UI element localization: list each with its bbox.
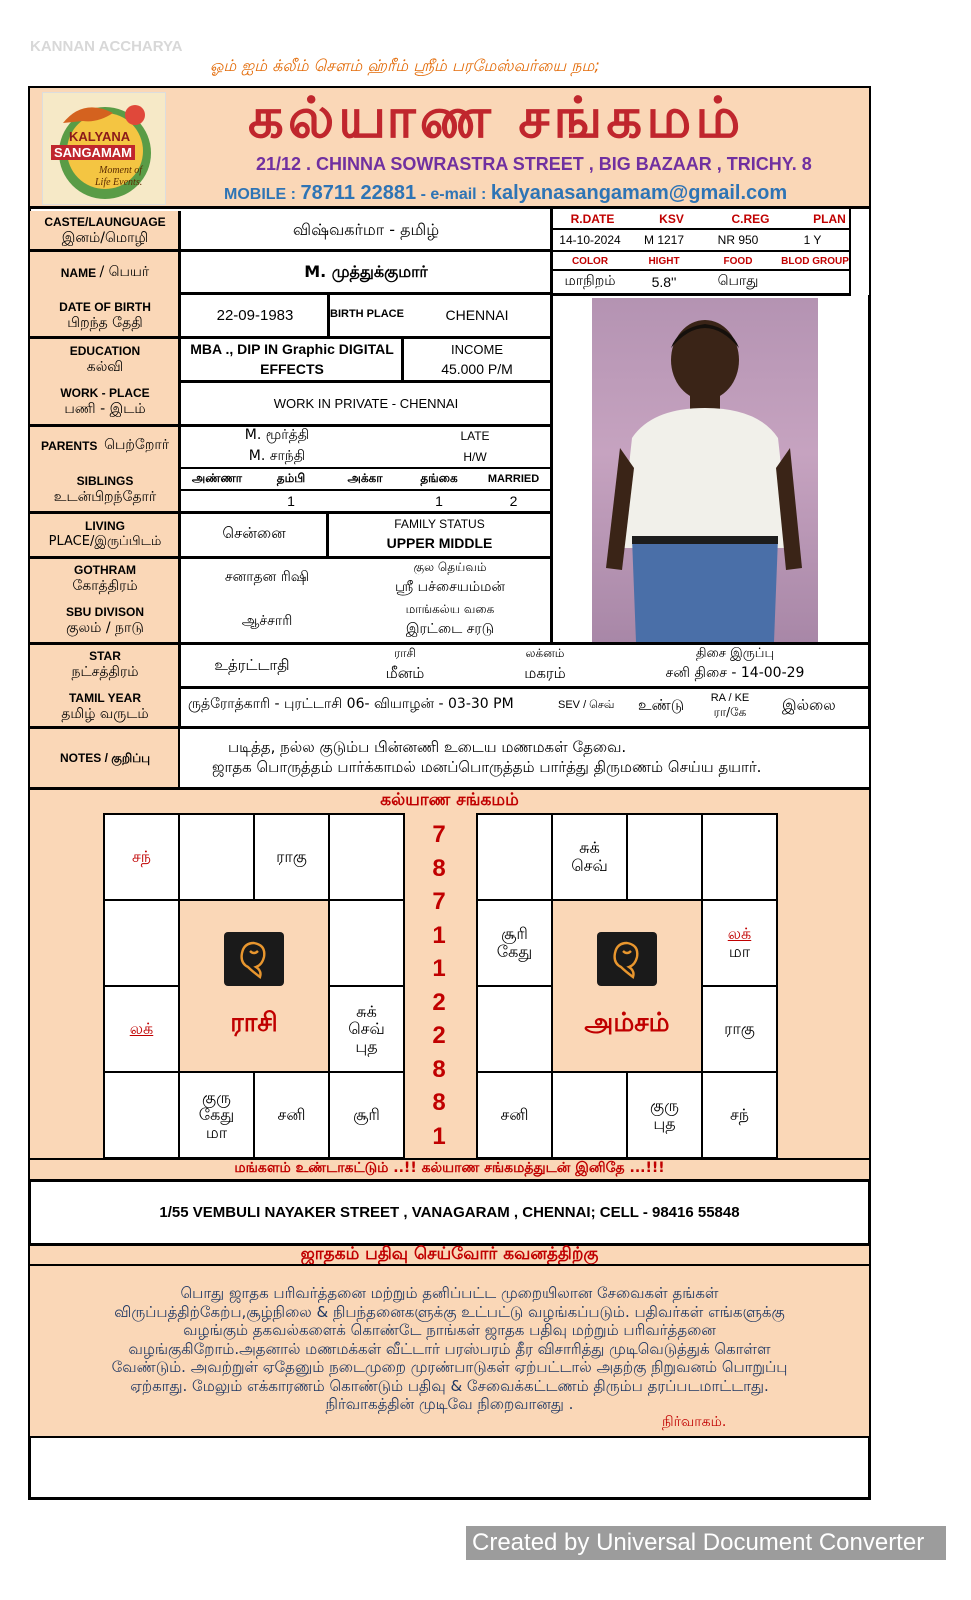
amsam-cell: சூரி கேது [477,900,552,986]
reg-value2: பொது [717,273,759,289]
father-status: LATE [460,429,490,443]
amsam-cell: சனி [477,1072,552,1158]
amsam-cell [477,814,552,900]
email-link[interactable]: kalyanasangamam@gmail.com [490,182,788,204]
top-watermark: KANNAN ACCHARYA [30,38,183,55]
person-photo-icon [592,298,818,642]
rasi-cell: குரு கேது மா [179,1072,254,1158]
mother-status: H/W [463,450,487,464]
family-status-block: FAMILY STATUS UPPER MIDDLE [386,516,493,551]
rasi-center [179,900,329,1072]
phone-digit: 8 [432,854,446,882]
amsam-cell: குரு புத [627,1072,702,1158]
contact-address: 1/55 VEMBULI NAYAKER STREET , VANAGARAM , CHENNAI; CELL - 98416 55848 [159,1203,740,1221]
tamil-year-value: ருத்ரோத்காரி - புரட்டாசி 06- வியாழன் - 03-30 PM [188,696,514,712]
phone-digit: 7 [432,888,446,915]
work-value: WORK IN PRIVATE - CHENNAI [273,395,459,411]
rasi-label: ராசி [394,646,416,660]
label-education: EDUCATION கல்வி [69,343,141,375]
sibling-header: MARRIED [487,473,540,485]
label-siblings: SIBLINGS உடன்பிறந்தோர் [53,473,157,505]
mobile-label: MOBILE : [224,186,296,203]
label-name: NAME / பெயர் [60,264,150,281]
label-gothram: GOTHRAM கோத்திரம் [72,562,138,594]
rasi-cell: சுக் செவ் புத [329,986,404,1072]
dhisai-value: சனி திசை - 14-00-29 [665,665,805,681]
label-caste: CASTE/LAUNGUAGE இனம்/மொழி [44,214,166,246]
sibling-count [180,491,254,511]
label-notes: NOTES / குறிப்பு [59,750,151,765]
rasi-value: மீனம் [385,664,425,682]
rasi-cell: சூரி [329,1072,404,1158]
mother-name: M. சாந்தி [248,448,306,464]
income-block: INCOME 45.000 P/M [441,341,513,378]
reg-header: C.REG [731,212,770,226]
amsam-cell [702,814,777,900]
reg-header: PLAN [813,212,846,226]
label-parents: PARENTS பெற்றோர் [40,437,170,454]
phone-digit: 7 [432,821,446,848]
amsam-label-center: அம்சம் [584,1007,670,1038]
logo-line2: SANGAMAM [51,145,135,160]
father-name: M. மூர்த்தி [244,427,310,443]
sibling-count [328,491,402,511]
blessing-line: மங்களம் உண்டாகட்டும் ..!! கல்யாண சங்கமத்துடன் இனிதே ...!!! [234,1160,665,1176]
phone-digit: 1 [432,1122,446,1150]
reg-value: NR 950 [717,233,759,247]
phone-digit: 1 [432,921,446,949]
dhisai-label: திசை இருப்பு [695,646,775,661]
amsam-cell: சுக் செவ் [552,814,627,900]
notes-line2: ஜாதக பொருத்தம் பார்க்காமல் மனப்பொருத்தம் பார்த்து திருமணம் செய்ய தயார். [212,758,762,776]
rasi-cell [329,900,404,986]
reg-value2: மாநிறம் [564,273,616,289]
education-value: MBA ., DIP IN Graphic DIGITAL EFFECTS [190,341,394,377]
reg-value2: 5.8'' [651,274,677,290]
sev-label: SEV / செவ் [558,699,615,711]
logo-tagline1: Moment of [99,165,143,176]
rasi-label-center: ராசி [230,1007,278,1038]
mobile-number: 78711 22881 [300,182,417,204]
terms-title: ஜாதகம் பதிவு செய்வோர் கவனத்திற்கு [300,1244,599,1264]
sibling-header: அக்கா [347,471,383,485]
birth-place-label: BIRTH PLACE [330,308,404,321]
sibling-count: 1 [435,493,443,509]
reg-header2: FOOD [723,255,753,267]
rasi-cell: சந் [104,814,179,900]
terms-line: வேண்டும். அவற்றுள் ஏதேனும் நடைமுறை முரண்பாடுகள் ஏற்பட்டால் அதற்கு நிறுவனம் பொறுப்பு [111,1358,788,1376]
signature: நிர்வாகம். [662,1414,727,1430]
ra-ke-value: இல்லை [782,696,836,714]
sev-value: உண்டு [638,696,685,714]
amsam-cell [477,986,552,1072]
logo-line1: KALYANA [69,129,131,144]
reg-header: R.DATE [570,212,615,226]
ganesha-icon [597,932,657,986]
sibling-header: தம்பி [276,471,306,485]
reg-header2: BLOD GROUP [781,255,849,267]
amsam-cell: லக் மா [702,900,777,986]
terms-body [30,1284,869,1414]
sibling-count: 2 [509,493,518,509]
amsam-chart [476,813,778,1159]
birth-place-value: CHENNAI [445,307,509,323]
label-work: WORK - PLACE பணி - இடம் [60,385,150,417]
lagnam-value: மகரம் [524,664,566,682]
rasi-cell: ராகு [254,814,329,900]
org-contact [224,182,787,205]
reg-header2: HIGHT [648,255,680,267]
phone-digit: 2 [432,1022,446,1049]
sibling-count: 1 [287,493,295,509]
label-sbu: SBU DIVISON குலம் / நாடு [65,604,144,636]
label-star: STAR நட்சத்திரம் [71,648,139,680]
logo-tagline2: Life Events. [95,177,143,188]
mangalya-value: இரட்டை சரடு [405,621,495,637]
reg-value: 1 Y [803,233,822,247]
rasi-cell [329,814,404,900]
amsam-cell [552,1072,627,1158]
sbu-value: ஆச்சாரி [241,613,293,629]
dob-value: 22-09-1983 [216,306,294,324]
phone-digit-column [410,818,468,1153]
siblings-table [180,469,551,511]
org-address: 21/12 . CHINNA SOWRASTRA STREET , BIG BAZAAR , TRICHY. 8 [256,154,812,174]
mantra-line: ஓம் ஐம் க்லீம் சௌம் ஹ்ரீம் ஸ்ரீம் பரமேஸ்வர்யை நம; [210,56,600,75]
label-living: LIVING PLACE/இருப்பிடம் [48,519,162,550]
sibling-header: அண்ணா [191,471,243,485]
converter-watermark: Created by Universal Document Converter [466,1526,946,1560]
rasi-cell: லக் [104,986,179,1072]
rasi-cell: சனி [254,1072,329,1158]
terms-line: வழங்கும் தகவல்களைக் கொண்டே நாங்கள் ஜாதக பதிவு மற்றும் பரிவர்த்தனை [183,1321,716,1339]
label-dob: DATE OF BIRTH பிறந்த தேதி [59,299,151,331]
rasi-cell [104,1072,179,1158]
reg-value: M 1217 [643,233,685,247]
terms-line: விருப்பத்திற்கேற்ப,சூழ்நிலை & நிபந்தனைகளுக்கு உட்பட்டு வழங்கப்படும். பதிவர்கள் எங்களுக்கு [114,1302,785,1321]
gothram-value: சனாதன ரிஷி [224,569,310,585]
star-value: உத்ரட்டாதி [214,656,290,674]
name-value: M. முத்துக்குமார் [304,261,428,281]
reg-header2: COLOR [571,255,609,267]
phone-digit: 8 [432,1089,446,1116]
rasi-cell [104,900,179,986]
logo [42,92,166,205]
label-tamil-year: TAMIL YEAR தமிழ் வருடம் [61,690,149,722]
ra-ke-label: RA / KE ரா/கே [710,692,750,720]
terms-line: நிர்வாகத்தின் முடிவே நிறைவானது . [325,1395,574,1413]
kula-deivam-value: ஸ்ரீ பச்சையம்மன் [395,579,505,595]
amsam-center [552,900,702,1072]
ganesha-icon [224,932,284,986]
amsam-cell [627,814,702,900]
terms-line: பொது ஜாதக பரிவர்த்தனை மற்றும் தனிப்பட்ட முறையிலான சேவைகள் தங்கள் [180,1284,719,1302]
notes-line1: படித்த, நல்ல குடும்ப பின்னணி உடைய மணமகள் தேவை. [228,738,627,756]
reg-header: KSV [659,212,684,226]
reg-value: 14-10-2024 [559,233,621,247]
mangalya-label: மாங்கல்ய வகை [405,602,495,616]
amsam-cell: ராகு [702,986,777,1072]
caste-value: விஷ்வகர்மா - தமிழ் [292,219,440,239]
org-title: கல்யாண சங்கமம் [248,86,745,151]
rasi-chart [103,813,405,1159]
phone-digit: 1 [432,955,446,982]
terms-line: வழங்குகிறோம்.அதனால் மணமக்கள் வீட்டார் பரஸ்பரம் தீர விசாரித்து முடிவெடுத்துக் கொள்ள [128,1339,771,1358]
phone-digit: 2 [432,988,446,1016]
rasi-cell [179,814,254,900]
living-place-value: சென்னை [222,524,286,542]
sibling-header: தங்கை [420,471,458,485]
kula-deivam-label: குல தெய்வம் [413,560,487,574]
amsam-cell: சந் [702,1072,777,1158]
terms-line: ஏற்காது. மேலும் எக்காரணம் கொண்டும் பதிவு & சேவைக்கட்டணம் திரும்ப தரப்படமாட்டாது. [130,1376,769,1395]
lagnam-label: லக்னம் [525,646,565,660]
reg-value2 [775,271,855,293]
profile-photo [592,298,818,642]
phone-digit: 8 [432,1055,446,1083]
horoscope-title: கல்யாண சங்கமம் [380,790,519,810]
email-label: - e-mail : [420,186,487,203]
